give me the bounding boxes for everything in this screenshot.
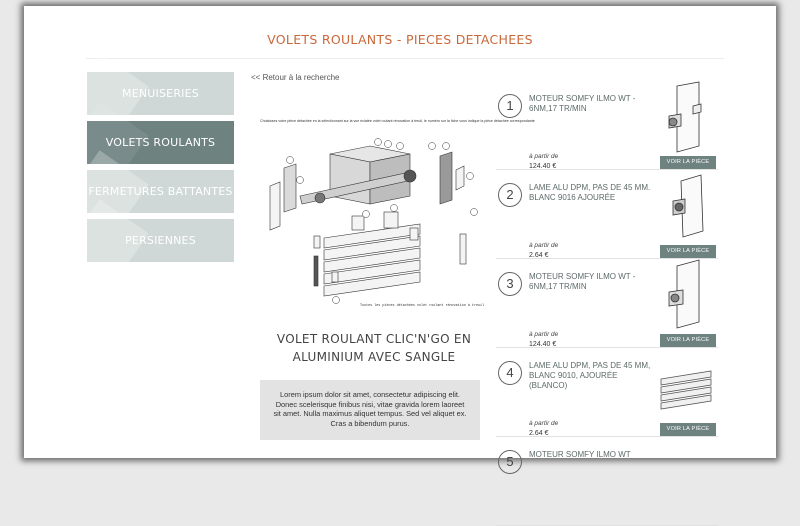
part-name[interactable]: LAME ALU DPM, PAS DE 45 MM. BLANC 9016 AJOURÉE	[529, 183, 651, 202]
back-to-search-link[interactable]: << Retour à la recherche	[251, 73, 340, 82]
diagram-intro: Choisissez votre pièce détachée en la sélectionnant sur la vue éclatée volet roulant rénovation à treuil, le numéro sur la fiche vous indique la pièce détachée correspondante	[260, 119, 535, 123]
sidebar-item-label: PERSIENNES	[125, 234, 196, 247]
price-prefix: à partir de	[529, 331, 559, 338]
view-part-button[interactable]: VOIR LA PIÈCE	[660, 334, 716, 347]
sidebar-item-persiennes[interactable]	[87, 219, 234, 262]
diagram-caption: Toutes les pièces détachées volet roulant rénovation à treuil	[360, 304, 485, 308]
view-part-button[interactable]: VOIR LA PIÈCE	[660, 245, 716, 258]
sidebar-item-label: FERMETURES BATTANTES	[88, 185, 233, 198]
product-title	[258, 330, 490, 366]
part-name[interactable]: MOTEUR SOMFY ILMO WT	[529, 450, 631, 459]
list-item	[496, 260, 718, 348]
motor-icon	[659, 260, 711, 334]
product-description: Lorem ipsum dolor sit amet, consectetur adipiscing elit. Donec scelerisque finibus nisi, vitae gravida lorem laoreet sit amet. Nulla maximus aliquet tempus. Sed vel aliquet ex. Cras a bibendum purus.	[260, 380, 480, 440]
slat-icon	[659, 349, 711, 423]
list-item	[496, 349, 718, 437]
part-price: 2.64 €	[529, 430, 549, 437]
sidebar-item-label: VOLETS ROULANTS	[105, 136, 216, 149]
product-title-line2: ALUMINIUM AVEC SANGLE	[292, 350, 456, 364]
part-name[interactable]: MOTEUR SOMFY ILMO WT - 6NM,17 TR/MIN	[529, 272, 636, 291]
part-price: 124.40 €	[529, 163, 557, 170]
part-name[interactable]: MOTEUR SOMFY ILMO WT - 6NM,17 TR/MIN	[529, 94, 636, 113]
list-item	[496, 82, 718, 170]
part-number-badge: 2	[498, 183, 522, 207]
part-number-badge: 1	[498, 94, 522, 118]
part-price: 2.64 €	[529, 252, 549, 259]
title-divider	[86, 58, 724, 59]
product-title-line1: VOLET ROULANT CLIC'N'GO EN	[276, 332, 472, 346]
list-item	[496, 171, 718, 259]
exploded-view-diagram[interactable]	[260, 116, 535, 312]
view-part-button[interactable]: VOIR LA PIÈCE	[660, 423, 716, 436]
part-price: 124.40 €	[529, 341, 557, 348]
list-item	[496, 438, 718, 526]
browser-page	[24, 6, 776, 469]
parts-list	[496, 82, 718, 469]
part-number-badge: 5	[498, 450, 522, 474]
view-part-button[interactable]: VOIR LA PIÈCE	[660, 156, 716, 169]
price-prefix: à partir de	[529, 420, 559, 427]
part-number-badge: 3	[498, 272, 522, 296]
part-number-badge: 4	[498, 361, 522, 385]
price-prefix: à partir de	[529, 242, 559, 249]
end-cap-icon	[659, 171, 711, 245]
price-prefix: à partir de	[529, 153, 559, 160]
page-title: VOLETS ROULANTS - PIECES DETACHEES	[267, 32, 533, 47]
sidebar-item-label: MENUISERIES	[122, 87, 199, 100]
motor-icon	[659, 82, 711, 156]
part-name[interactable]: LAME ALU DPM, PAS DE 45 MM, BLANC 9010, AJOURÉE (BLANCO)	[529, 361, 651, 390]
